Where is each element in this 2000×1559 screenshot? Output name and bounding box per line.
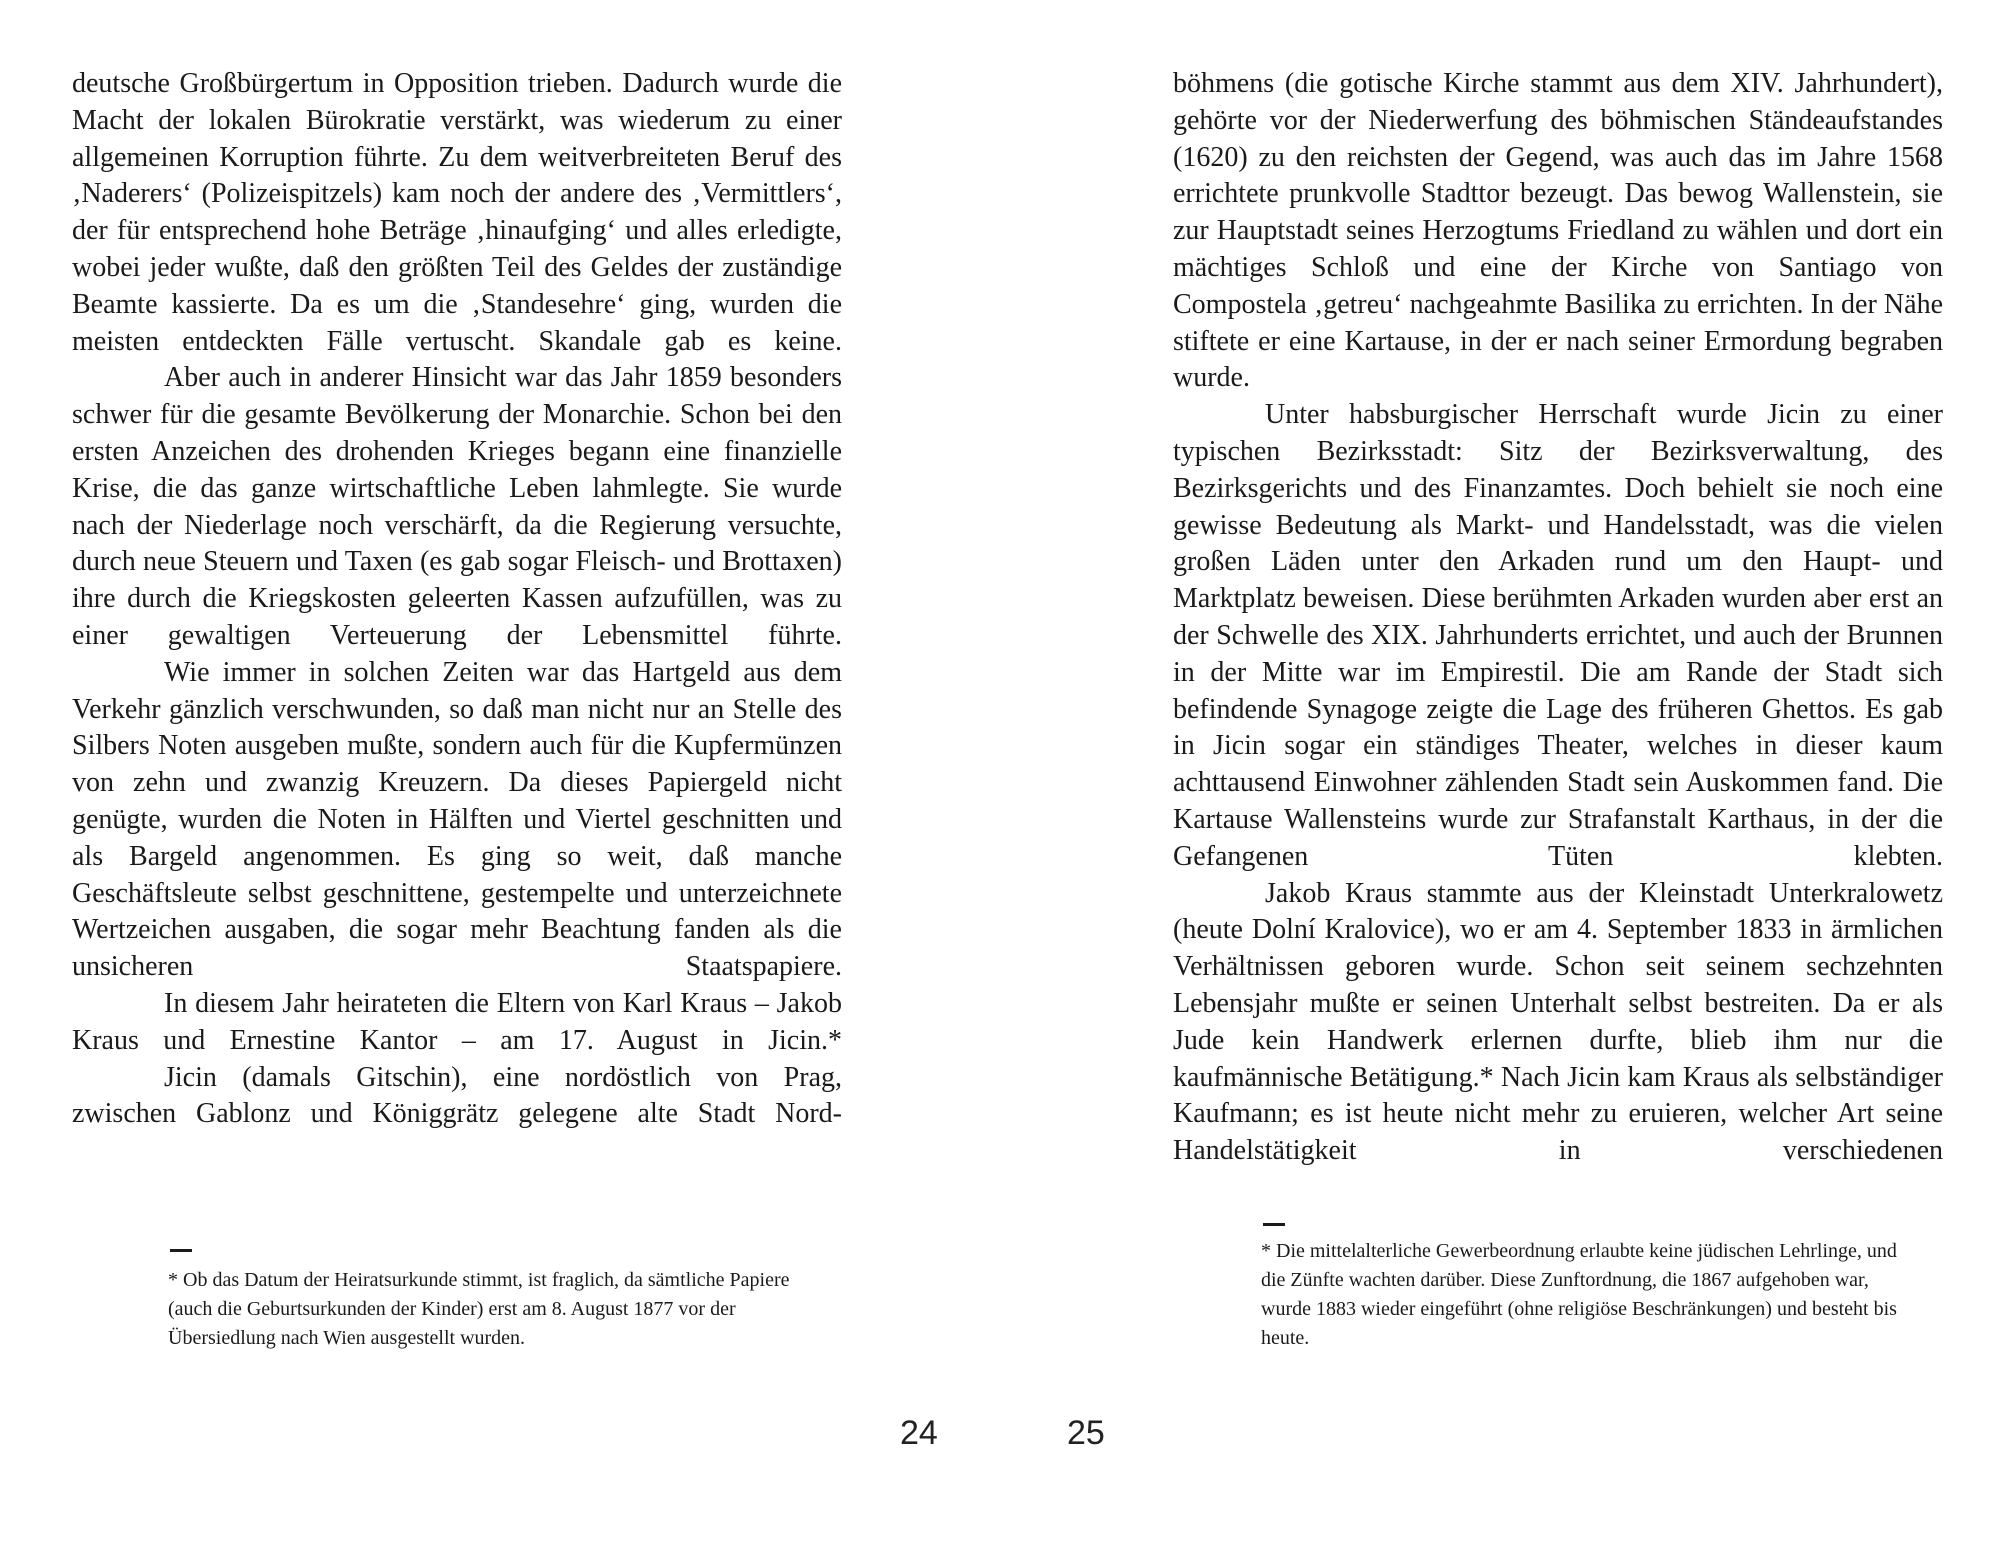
left-page-body (72, 66, 842, 1133)
left-paragraph-4: In diesem Jahr heirateten die Eltern von Karl Kraus – Jakob Kraus und Ernestine Kantor – am 17. August in Jicin.* (72, 987, 842, 1056)
right-paragraph-3: Jakob Kraus stammte aus der Kleinstadt Unterkralowetz (heute Dolní Kralovice), wo er am 4. September 1833 in ärmlichen Verhältnissen geboren wurde. Schon seit seinem sechzehnten Lebensjahr mußte er seinen Unterhalt selbst bestreiten. Da er als Jude kein Handwerk erlernen durfte, blieb ihm nur die kaufmännische Betätigung.* Nach Jicin kam Kraus als selbständiger Kaufmann; es ist heute nicht mehr zu eruieren, welcher Art seine Handelstätigkeit in verschiedenen (1173, 877, 1943, 1167)
right-paragraph-2: Unter habsburgischer Herrschaft wurde Jicin zu einer typischen Bezirksstadt: Sitz der Bezirksverwaltung, des Bezirksgerichts und des Finanzamtes. Doch behielt sie noch eine gewisse Bedeutung als Markt- und Handelsstadt, was die vielen großen Läden unter den Arkaden rund um den Haupt- und Marktplatz beweisen. Diese berühmten Arkaden wurden aber erst an der Schwelle des XIX. Jahrhunderts errichtet, und auch der Brunnen in der Mitte war im Empirestil. Die am Rande der Stadt sich befindende Synagoge zeigte die Lage des früheren Ghettos. Es gab in Jicin sogar ein ständiges Theater, welches in dieser kaum achttausend Einwohner zählenden Stadt sein Auskommen fand. Die Kartause Wallensteins wurde zur Strafanstalt Karthaus, in der die Gefangenen Tüten klebten. (1173, 399, 1943, 872)
left-paragraph-3: Wie immer in solchen Zeiten war das Hartgeld aus dem Verkehr gänzlich verschwunden, so daß man nicht nur an Stelle des Silbers Noten ausgeben mußte, sondern auch für die Kupfermünzen von zehn und zwanzig Kreuzern. Da dieses Papiergeld nicht genügte, wurden die Noten in Hälften und Viertel geschnitten und als Bargeld angenommen. Es ging so weit, daß manche Geschäftsleute selbst geschnittene, gestempelte und unterzeichnete Wertzeichen ausgaben, die sogar mehr Beachtung fanden als die unsicheren Staatspapiere. (72, 656, 842, 983)
left-footnote: * Ob das Datum der Heiratsurkunde stimmt, ist fraglich, da sämtliche Papiere (auch die Geburtsurkunden der Kinder) erst am 8. August 1877 vor der Übersiedlung nach Wien ausgestellt wurden. (168, 1269, 790, 1349)
right-paragraph-1: böhmens (die gotische Kirche stammt aus dem XIV. Jahrhundert), gehörte vor der Niederwerfung des böhmischen Ständeaufstandes (1620) zu den reichsten der Gegend, was auch das im Jahre 1568 errichtete prunkvolle Stadttor bezeugt. Das bewog Wallenstein, sie zur Hauptstadt seines Herzogtums Friedland zu wählen und dort ein mächtiges Schloß und eine der Kirche von Santiago von Compostela ‚getreu‘ nachgeahmte Basilika zu errichten. In der Nähe stiftete er eine Kartause, in der er nach seiner Ermordung begraben wurde. (1173, 68, 1943, 394)
left-footnote-rule (170, 1249, 192, 1252)
right-page-number: 25 (1067, 1414, 1105, 1452)
left-paragraph-2: Aber auch in anderer Hinsicht war das Jahr 1859 besonders schwer für die gesamte Bevölkerung der Monarchie. Schon bei den ersten Anzeichen des drohenden Krieges begann eine finanzielle Krise, die das ganze wirtschaftliche Leben lahmlegte. Sie wurde nach der Niederlage noch verschärft, da die Regierung versuchte, durch neue Steuern und Taxen (es gab sogar Fleisch- und Brottaxen) ihre durch die Kriegskosten geleerten Kassen aufzufüllen, was zu einer gewaltigen Verteuerung der Lebensmittel führte. (72, 362, 842, 651)
right-footnote-rule (1263, 1223, 1285, 1226)
left-page-number: 24 (900, 1414, 938, 1452)
right-page-body (1173, 66, 1943, 1170)
left-paragraph-5: Jicin (damals Gitschin), eine nordöstlich von Prag, zwischen Gablonz und Königgrätz gelegene alte Stadt Nord- (72, 1061, 842, 1130)
right-footnote: * Die mittelalterliche Gewerbeordnung erlaubte keine jüdischen Lehrlinge, und die Zünfte wachten darüber. Diese Zunftordnung, die 1867 aufgehoben war, wurde 1883 wieder eingeführt (ohne religiöse Beschränkungen) und besteht bis heute. (1261, 1240, 1897, 1349)
left-paragraph-1: deutsche Großbürgertum in Opposition trieben. Dadurch wurde die Macht der lokalen Bürokratie verstärkt, was wiederum zu einer allgemeinen Korruption führte. Zu dem weitverbreiteten Beruf des ‚Naderers‘ (Polizeispitzels) kam noch der andere des ‚Vermittlers‘, der für entsprechend hohe Beträge ‚hinaufging‘ und alles erledigte, wobei jeder wußte, daß den größten Teil des Geldes der zuständige Beamte kassierte. Da es um die ‚Standesehre‘ ging, wurden die meisten entdeckten Fälle vertuscht. Skandale gab es keine. (72, 68, 842, 357)
